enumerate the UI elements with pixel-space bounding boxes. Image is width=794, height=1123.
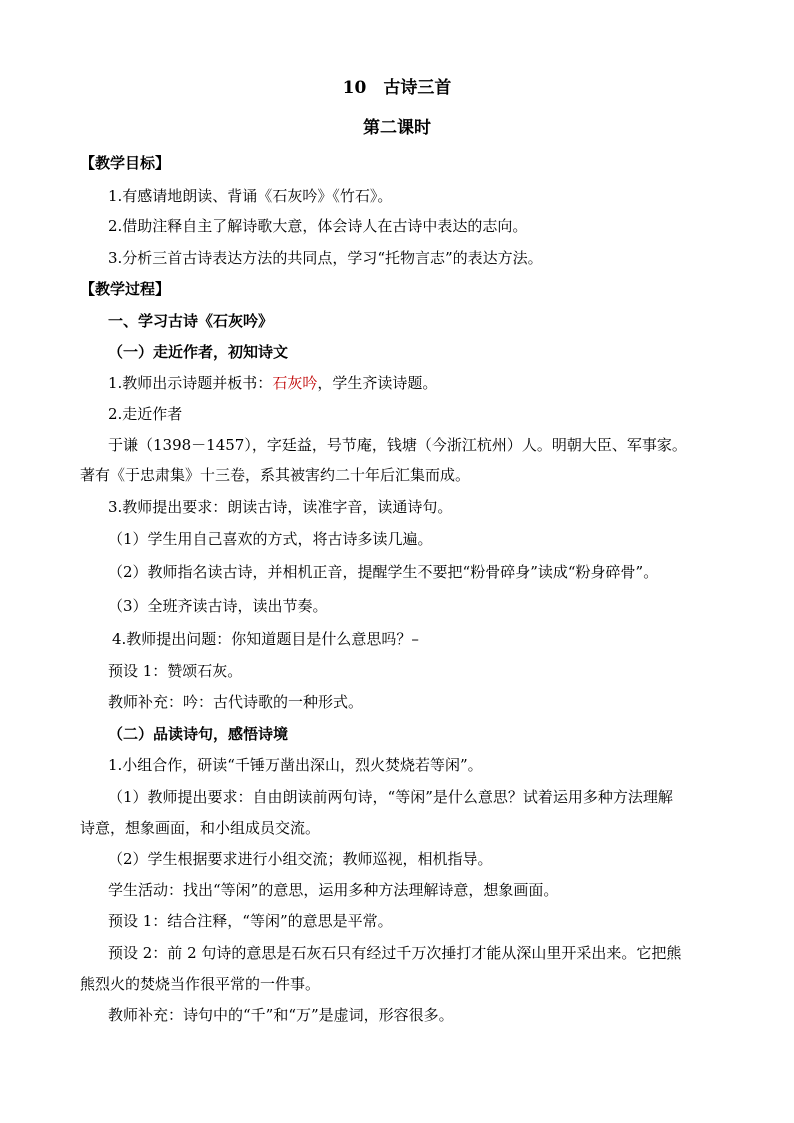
paragraph: （2）学生根据要求进行小组交流；教师巡视，相机指导。 [108, 850, 493, 868]
paragraph: （2）教师指名读古诗，并相机正音，提醒学生不要把“粉骨碎身”读成“粉身碎骨”。 [108, 563, 659, 581]
paragraph: 预设 2：前 2 句诗的意思是石灰石只有经过千万次捶打才能从深山里开采出来。它把熊 [108, 944, 682, 962]
section-heading-goals: 【教学目标】 [80, 154, 171, 172]
lesson-title: 10 古诗三首 [342, 78, 452, 98]
paragraph: 1.小组合作，研读“千锤万凿出深山，烈火焚烧若等闲”。 [108, 756, 483, 774]
subsection-heading: （二）品读诗句，感悟诗境 [108, 725, 289, 743]
board-title-red: 石灰吟 [272, 374, 318, 392]
paragraph: （3）全班齐读古诗，读出节奏。 [108, 597, 328, 615]
paragraph: 预设 1：赞颂石灰。 [108, 662, 243, 680]
paragraph: 学生活动：找出“等闲”的意思，运用多种方法理解诗意，想象画面。 [108, 881, 559, 899]
paragraph: 于谦（1398－1457），字廷益，号节庵，钱塘（今浙江杭州）人。明朝大臣、军事家。 [108, 436, 687, 454]
paragraph: （1）教师提出要求：自由朗读前两句诗，“等闲”是什么意思？试着运用多种方法理解 [108, 788, 673, 806]
paragraph: 熊烈火的焚烧当作很平常的一件事。 [80, 975, 321, 993]
paragraph-board [108, 373, 437, 393]
paragraph: 著有《于忠肃集》十三卷，系其被害约二十年后汇集而成。 [80, 466, 471, 484]
paragraph: 诗意，想象画面，和小组成员交流。 [80, 819, 321, 837]
section-heading-process: 【教学过程】 [80, 280, 171, 298]
board-text-pre: 1.教师出示诗题并板书： [108, 374, 273, 392]
paragraph: 3.教师提出要求：朗读古诗，读准字音，读通诗句。 [108, 498, 453, 516]
subsection-heading: （一）走近作者，初知诗文 [108, 343, 289, 361]
paragraph: 预设 1：结合注释，“等闲”的意思是平常。 [108, 912, 393, 930]
part-heading: 一、学习古诗《石灰吟》 [108, 312, 274, 330]
board-text-post: ，学生齐读诗题。 [317, 374, 438, 392]
paragraph: 2.走近作者 [108, 405, 183, 423]
paragraph: （1）学生用自己喜欢的方式，将古诗多读几遍。 [108, 530, 433, 548]
paragraph: 4.教师提出问题：你知道题目是什么意思吗？– [112, 630, 419, 648]
goal-item: 3.分析三首古诗表达方法的共同点，学习“托物言志”的表达方法。 [108, 249, 543, 267]
lesson-subtitle: 第二课时 [363, 118, 431, 138]
goal-item: 2.借助注释自主了解诗歌大意，体会诗人在古诗中表达的志向。 [108, 217, 528, 235]
paragraph: 教师补充：诗句中的“千”和“万”是虚词，形容很多。 [108, 1006, 454, 1024]
paragraph: 教师补充：吟：古代诗歌的一种形式。 [108, 693, 364, 711]
goal-item: 1.有感请地朗读、背诵《石灰吟》《竹石》。 [108, 187, 393, 205]
